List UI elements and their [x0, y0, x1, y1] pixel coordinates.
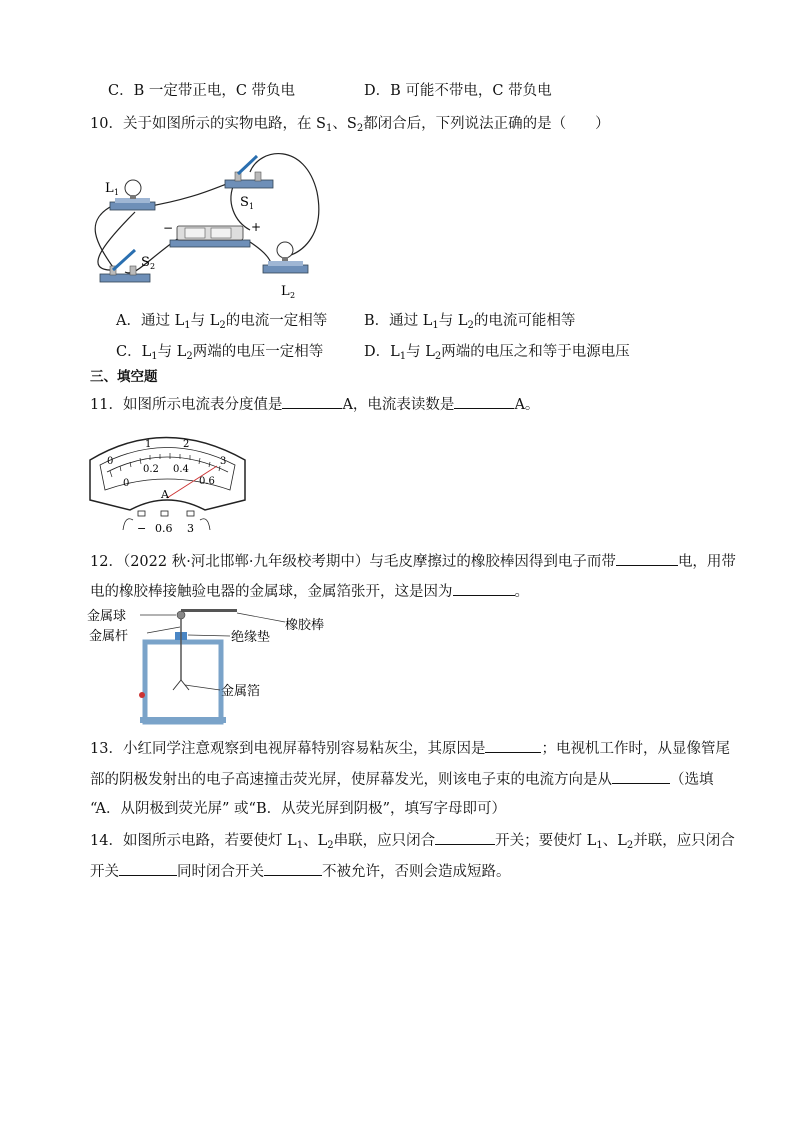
q11-blank-2[interactable]: [454, 394, 514, 409]
q13-blank-1[interactable]: [485, 738, 541, 753]
s1-base: [225, 180, 273, 188]
q14-blank-2[interactable]: [119, 861, 177, 876]
svg-text:1: 1: [114, 188, 120, 197]
svg-text:1: 1: [145, 439, 152, 450]
svg-text:−: −: [137, 522, 147, 535]
s2-base: [100, 274, 150, 282]
q13-line-2: 部的阴极发射出的电子高速撞击荧光屏，使屏幕发光，则该电子束的电流方向是从 （选填: [90, 769, 714, 790]
q10-option-d: D．$L_1$与 $L_2$两端的电压之和等于电源电压: [364, 344, 630, 362]
svg-text:L: L: [281, 284, 290, 299]
q13-line-1: 13．小红同学注意观察到电视屏幕特别容易粘灰尘，其原因是 ；电视机工作时，从显像管尾: [90, 738, 730, 759]
q9-option-c: C．B 一定带正电，C 带负电: [108, 83, 296, 99]
svg-text:绝缘垫: 绝缘垫: [231, 630, 271, 645]
svg-text:2: 2: [290, 291, 296, 300]
q11-ammeter-figure: [85, 420, 250, 540]
q14-blank-3[interactable]: [264, 861, 322, 876]
q11-text: 11．如图所示电流表分度值是 A，电流表读数是 A。: [90, 394, 539, 415]
metal-ball: [177, 611, 185, 619]
svg-text:0.6: 0.6: [155, 522, 173, 535]
q10-option-b: B．通过 $L_1$与 $L_2$的电流可能相等: [364, 313, 576, 331]
svg-text:2: 2: [150, 262, 156, 271]
q12-blank-2[interactable]: [453, 581, 515, 596]
q10-option-a: A．通过 $L_1$与 $L_2$的电流一定相等: [116, 313, 328, 331]
q11-blank-1[interactable]: [282, 394, 342, 409]
svg-text:0.4: 0.4: [173, 464, 189, 475]
rubber-rod: [181, 609, 237, 612]
svg-text:0.6: 0.6: [199, 476, 215, 487]
q14-blank-1[interactable]: [435, 830, 495, 845]
q14-line-1: 14．如图所示电路，若要使灯 $L_1$、$L_2$串联，应只闭合 开关；要使灯 $L_1$、$L_2$并联，应只闭合: [90, 830, 735, 856]
svg-text:+: +: [251, 220, 262, 234]
svg-text:3: 3: [187, 522, 194, 535]
svg-text:0: 0: [123, 478, 130, 489]
q13-line-3: “A．从阴极到荧光屏” 或“B．从荧光屏到阴极”，填写字母即可）: [90, 801, 507, 817]
q13-blank-2[interactable]: [612, 769, 670, 784]
l2-base: [263, 265, 308, 273]
svg-text:S: S: [240, 195, 249, 210]
section-heading-fill-blank: 三、填空题: [90, 369, 158, 385]
svg-text:金属箔: 金属箔: [221, 684, 261, 699]
q12-line-1: 12．（2022 秋·河北邯郸·九年级校考期中）与毛皮摩擦过的橡胶棒因得到电子而带 电，用带: [90, 551, 736, 572]
l1-bulb: [125, 180, 141, 196]
svg-text:3: 3: [220, 456, 227, 467]
svg-text:1: 1: [249, 202, 255, 211]
q12-line-2: 电的橡胶棒接触验电器的金属球，金属箔张开，这是因为 。: [90, 581, 529, 602]
svg-text:S: S: [141, 255, 150, 270]
battery-base: [170, 240, 250, 247]
svg-text:L: L: [105, 181, 114, 196]
l2-bulb: [277, 242, 293, 258]
q14-line-2: 开关 同时闭合开关 不被允许，否则会造成短路。: [90, 861, 511, 882]
q10-stem: 10．关于如图所示的实物电路，在 $S_1$、$S_2$都闭合后，下列说法正确的是（ ）: [90, 116, 610, 134]
q10-circuit-figure: [85, 142, 330, 302]
svg-text:金属杆: 金属杆: [89, 629, 129, 644]
q10-option-c: C．$L_1$与 $L_2$两端的电压一定相等: [116, 344, 324, 362]
svg-text:−: −: [163, 221, 174, 235]
svg-text:A: A: [161, 488, 169, 501]
svg-text:2: 2: [183, 439, 190, 450]
q12-blank-1[interactable]: [616, 551, 678, 566]
svg-text:橡胶棒: 橡胶棒: [285, 618, 325, 633]
l1-base: [110, 202, 155, 210]
q9-option-d: D．B 可能不带电，C 带负电: [364, 83, 552, 99]
svg-text:金属球: 金属球: [87, 609, 127, 624]
q12-electroscope-figure: [85, 605, 335, 730]
svg-text:0.2: 0.2: [143, 464, 159, 475]
svg-text:0: 0: [107, 456, 114, 467]
